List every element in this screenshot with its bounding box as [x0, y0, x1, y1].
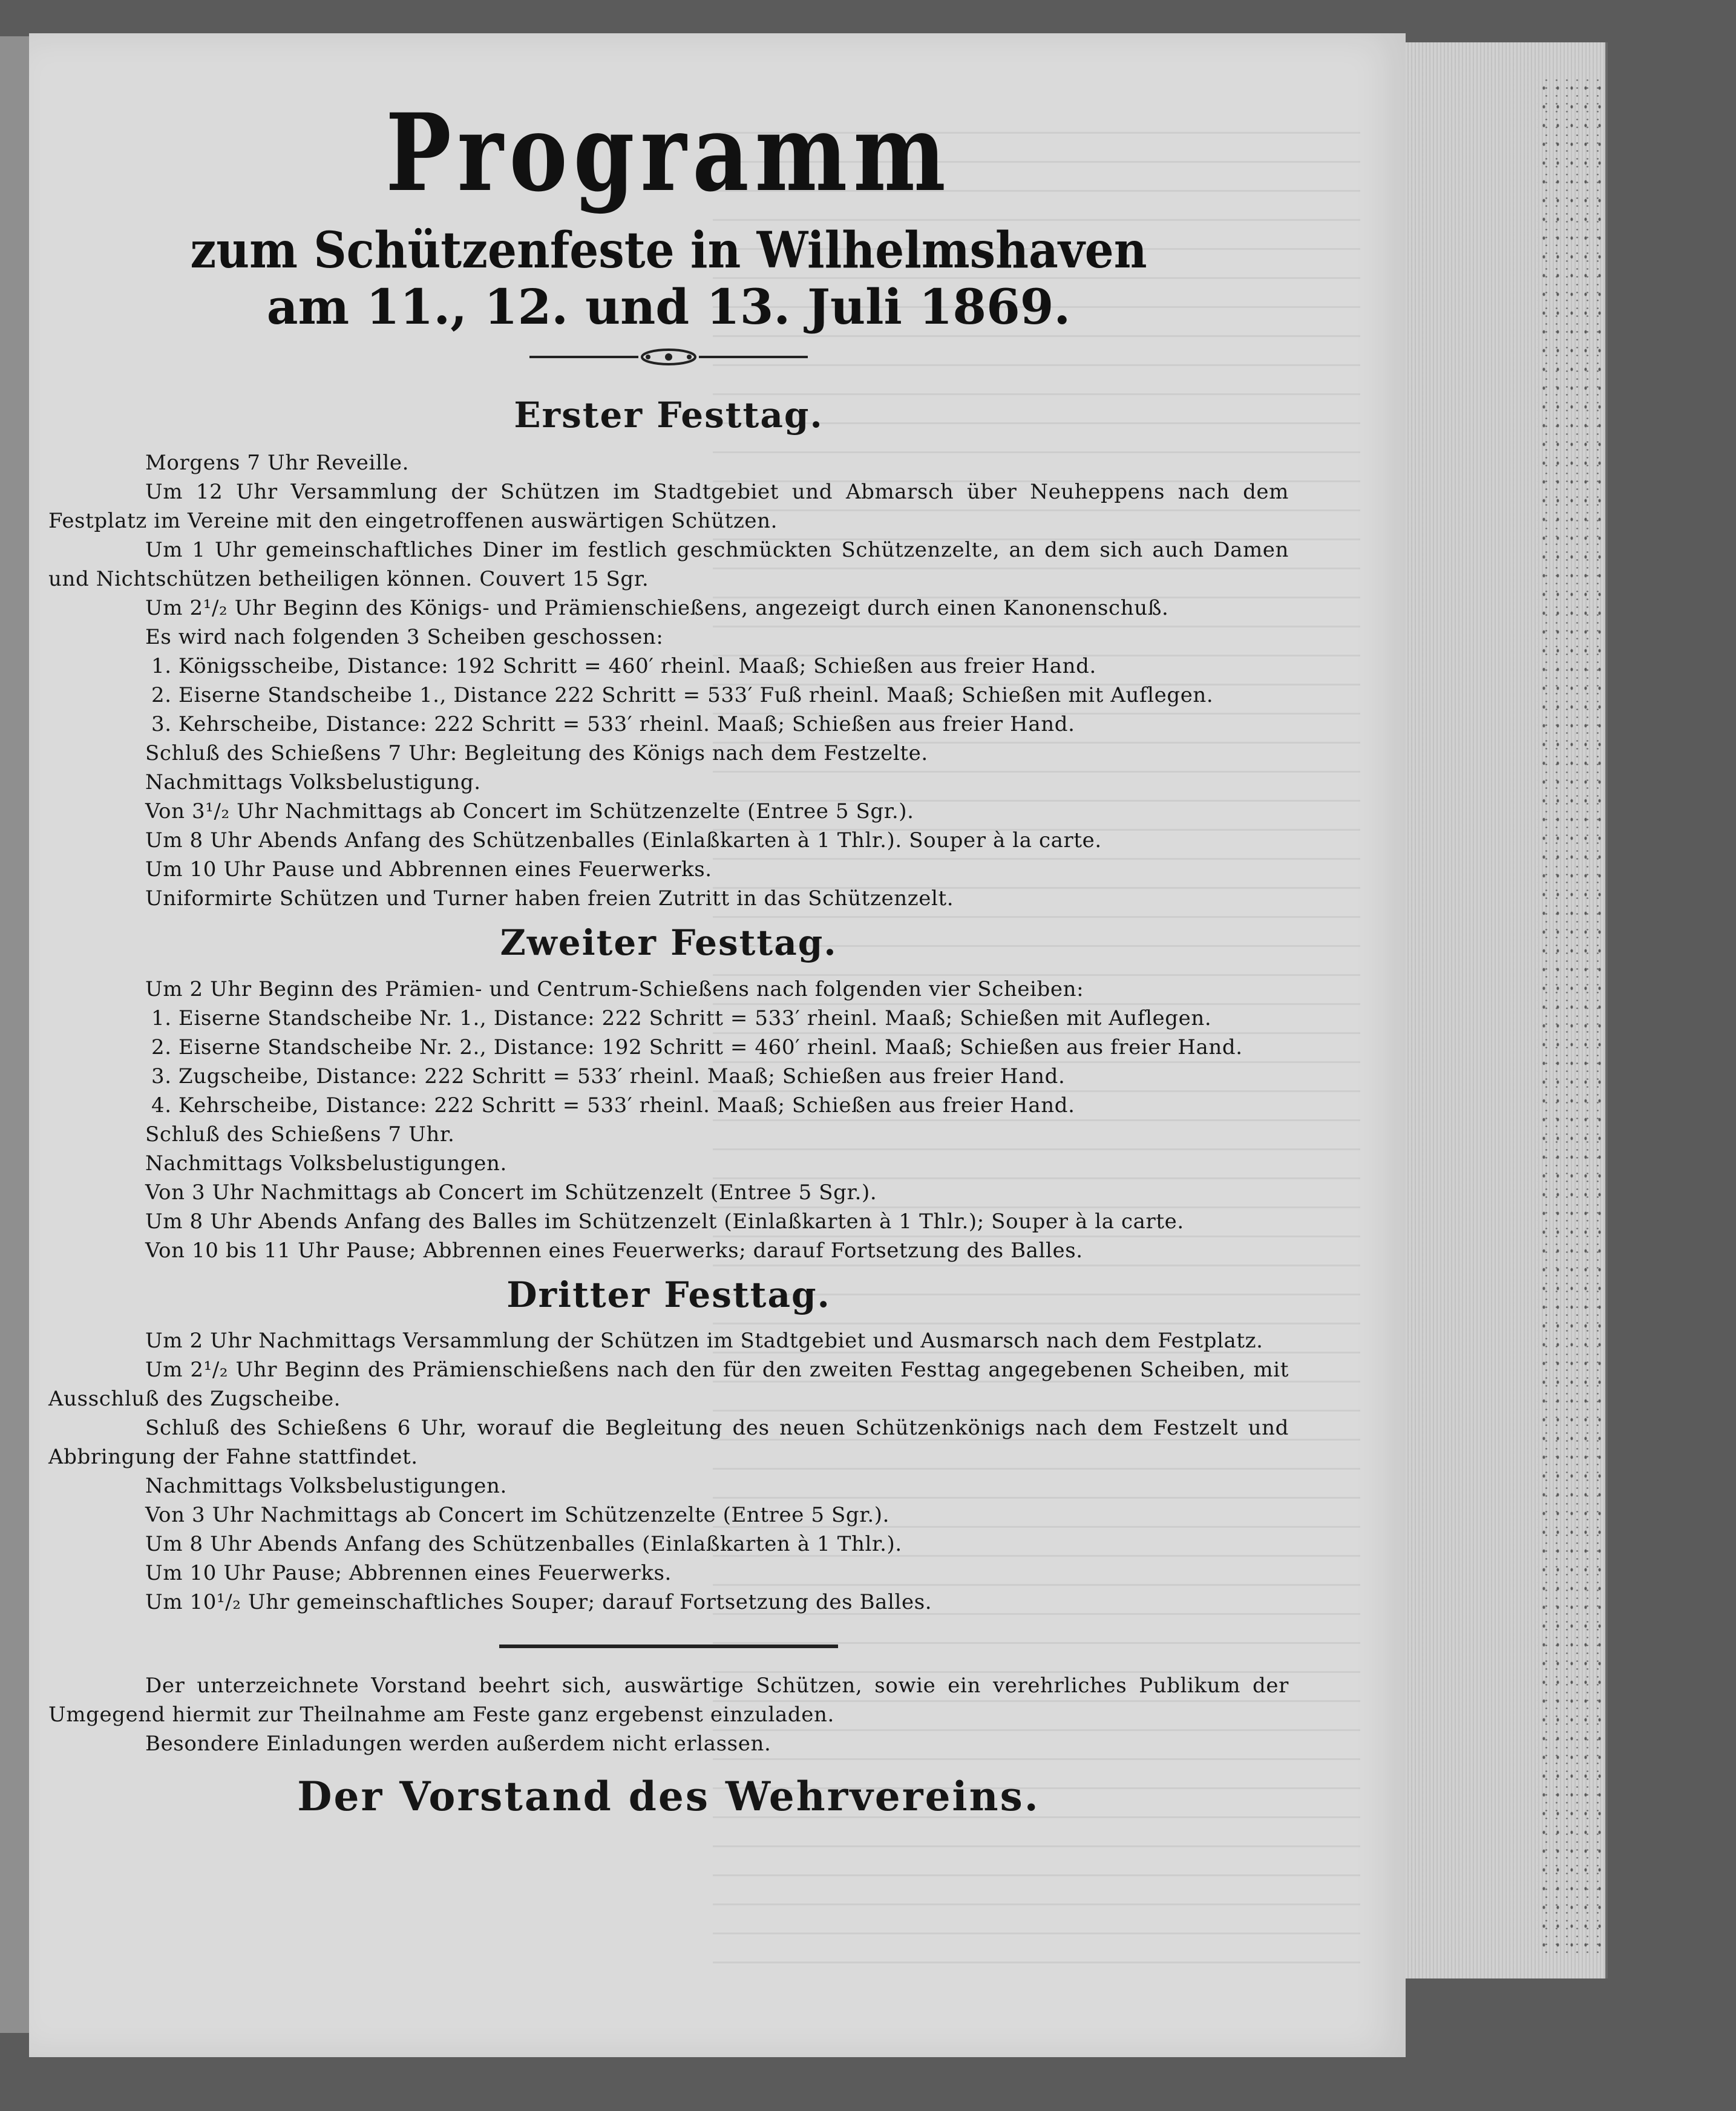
program-line: Um 12 Uhr Versammlung der Schützen im Stadtgebiet und Abmarsch über Neuheppens nach dem Festplatz im Vereine mit den eingetroffenen auswärtigen Schützen. — [48, 479, 1289, 533]
program-line: Um 2¹/₂ Uhr Beginn des Prämienschießens nach den für den zweiten Festtag angegebenen Scheiben, mit Ausschluß des Zugscheibe. — [48, 1358, 1289, 1412]
program-line: Um 2 Uhr Beginn des Prämien- und Centrum-Schießens nach folgenden vier Scheiben: — [145, 977, 1084, 1001]
program-line: Von 3 Uhr Nachmittags ab Concert im Schützenzelte (Entree 5 Sgr.). — [145, 1503, 890, 1528]
program-line: Schluß des Schießens 7 Uhr: Begleitung des Königs nach dem Festzelte. — [145, 741, 928, 765]
program-line: Uniformirte Schützen und Turner haben freien Zutritt in das Schützenzelt. — [145, 886, 954, 911]
program-line: Um 10 Uhr Pause und Abbrennen eines Feuerwerks. — [145, 857, 712, 882]
program-line: Um 8 Uhr Abends Anfang des Balles im Schützenzelt (Einlaßkarten à 1 Thlr.); Souper à la carte. — [145, 1209, 1184, 1234]
speckled-edge-texture — [1537, 79, 1603, 1954]
target-item: 2. Eiserne Standscheibe 1., Distance 222 Schritt = 533′ Fuß rheinl. Maaß; Schießen mit Auflegen. — [151, 682, 1214, 707]
program-line: Schluß des Schießens 6 Uhr, worauf die Begleitung des neuen Schützenkönigs nach dem Festzelt und Abbringung der Fahne stattfindet. — [48, 1416, 1289, 1470]
signature: Der Vorstand des Wehrvereins. — [297, 1773, 1040, 1821]
target-item: 1. Königsscheibe, Distance: 192 Schritt = 460′ rheinl. Maaß; Schießen aus freier Hand. — [151, 653, 1096, 678]
program-line: Morgens 7 Uhr Reveille. — [145, 450, 410, 475]
program-line: Von 3¹/₂ Uhr Nachmittags ab Concert im Schützenzelte (Entree 5 Sgr.). — [145, 799, 914, 823]
program-line: Um 10 Uhr Pause; Abbrennen eines Feuerwerks. — [145, 1561, 672, 1586]
left-page-edge — [0, 36, 31, 2033]
program-line: Um 1 Uhr gemeinschaftliches Diner im festlich geschmückten Schützenzelte, an dem sich auch Damen und Nichtschützen betheiligen können. Couvert 15 Sgr. — [48, 537, 1289, 591]
program-line: Um 2 Uhr Nachmittags Versammlung der Schützen im Stadtgebiet und Ausmarsch nach dem Festplatz. — [145, 1329, 1263, 1353]
program-line: Um 8 Uhr Abends Anfang des Schützenballes (Einlaßkarten à 1 Thlr.). Souper à la carte. — [145, 828, 1102, 853]
program-line: Nachmittags Volksbelustigung. — [145, 770, 481, 794]
section-rule — [499, 1645, 838, 1648]
day-heading-2: Zweiter Festtag. — [500, 921, 837, 963]
program-line: Nachmittags Volksbelustigungen. — [145, 1474, 507, 1499]
day-heading-1: Erster Festtag. — [514, 394, 824, 436]
target-item: 2. Eiserne Standscheibe Nr. 2., Distance: 192 Schritt = 460′ rheinl. Maaß; Schießen aus freier Hand. — [151, 1035, 1243, 1059]
target-item: 3. Zugscheibe, Distance: 222 Schritt = 533′ rheinl. Maaß; Schießen aus freier Hand. — [151, 1064, 1066, 1088]
day-heading-3: Dritter Festtag. — [506, 1274, 831, 1315]
document-title: Programm — [385, 90, 952, 215]
document-subtitle: zum Schützenfeste in Wilhelmshaven — [190, 221, 1147, 280]
ornament-divider — [529, 348, 808, 366]
closing-note: Besondere Einladungen werden außerdem nicht erlassen. — [145, 1732, 771, 1756]
closing-invitation: Der unterzeichnete Vorstand beehrt sich, auswärtige Schützen, sowie ein verehrliches Publikum der Umgegend hiermit zur Theilnahme am Feste ganz ergebenst einzuladen. — [48, 1674, 1289, 1727]
program-line: Von 3 Uhr Nachmittags ab Concert im Schützenzelt (Entree 5 Sgr.). — [145, 1180, 877, 1205]
target-item: 1. Eiserne Standscheibe Nr. 1., Distance: 222 Schritt = 533′ rheinl. Maaß; Schießen mit Auflegen. — [151, 1006, 1212, 1030]
program-line: Um 10¹/₂ Uhr gemeinschaftliches Souper; darauf Fortsetzung des Balles. — [145, 1590, 932, 1615]
program-line: Es wird nach folgenden 3 Scheiben geschossen: — [145, 624, 664, 649]
program-line: Um 8 Uhr Abends Anfang des Schützenballes (Einlaßkarten à 1 Thlr.). — [145, 1532, 902, 1557]
program-line: Nachmittags Volksbelustigungen. — [145, 1151, 507, 1176]
document-date: am 11., 12. und 13. Juli 1869. — [266, 278, 1071, 336]
program-line: Von 10 bis 11 Uhr Pause; Abbrennen eines Feuerwerks; darauf Fortsetzung des Balles. — [145, 1238, 1083, 1263]
target-item: 3. Kehrscheibe, Distance: 222 Schritt = 533′ rheinl. Maaß; Schießen aus freier Hand. — [151, 712, 1075, 736]
program-line: Schluß des Schießens 7 Uhr. — [145, 1122, 455, 1147]
program-document — [48, 90, 1289, 1821]
program-line: Um 2¹/₂ Uhr Beginn des Königs- und Prämienschießens, angezeigt durch einen Kanonenschuß. — [145, 595, 1169, 620]
target-item: 4. Kehrscheibe, Distance: 222 Schritt = 533′ rheinl. Maaß; Schießen aus freier Hand. — [151, 1093, 1075, 1118]
